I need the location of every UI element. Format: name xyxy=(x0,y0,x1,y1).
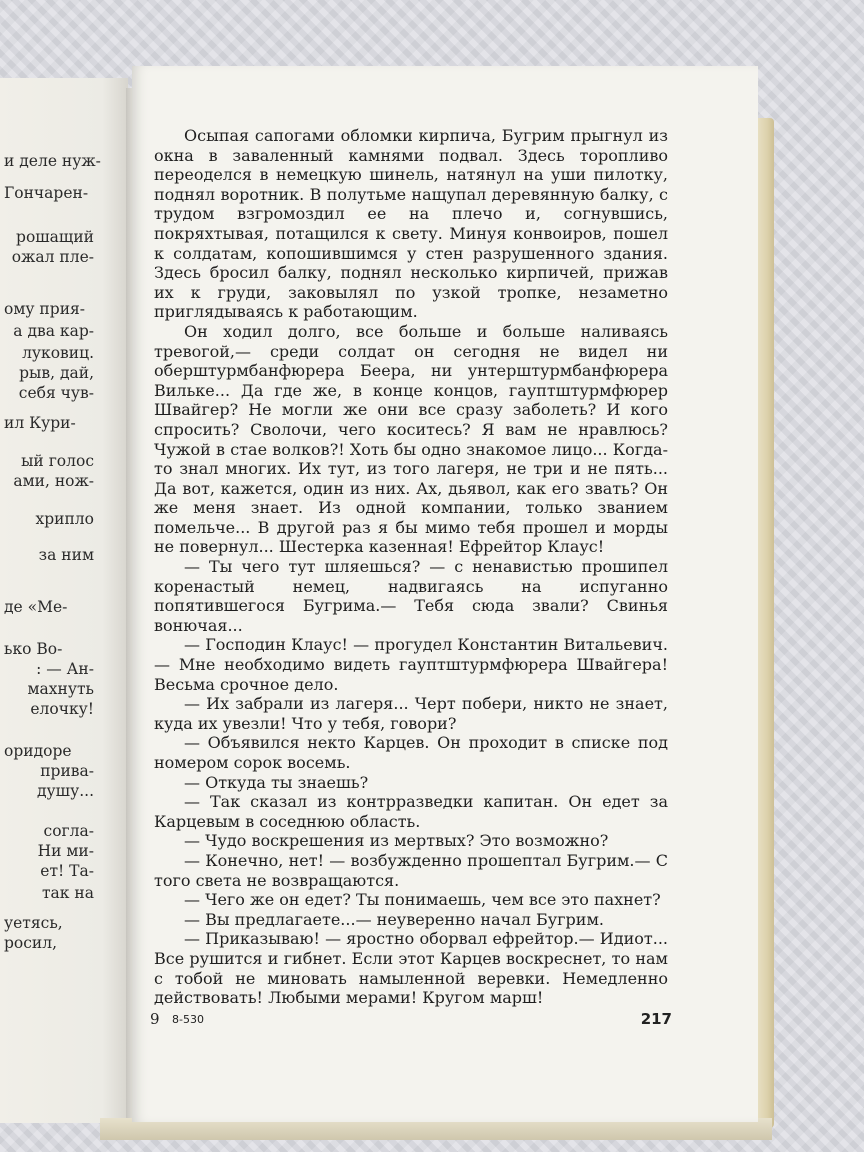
paragraph: — Чудо воскрешения из мертвых? Это возможно? xyxy=(184,831,609,851)
left-page-line: ил Кури- xyxy=(4,414,76,432)
left-page-line: оридоре xyxy=(4,742,72,760)
signature-code: 8-530 xyxy=(172,1013,204,1026)
left-page-line: росил, xyxy=(4,934,58,952)
body-text xyxy=(154,126,668,1008)
paragraph: — Вы предлагаете...— неуверенно начал Бугрим. xyxy=(184,909,604,929)
left-page-line: махнуть xyxy=(27,680,94,698)
left-page xyxy=(0,78,128,1123)
paragraph: — Ты чего тут шляешься? — с ненавистью прошипел коренастый немец, надвигаясь на испуганно попятившегося Бугрима.— Тебя сюда звали? Свинья вонючая... xyxy=(154,557,668,635)
paragraph: — Приказываю! — яростно оборвал ефрейтор.— Идиот... Все рушится и гибнет. Если этот Карцев воскреснет, то нам с тобой не миновать намыленной веревки. Немедленно действовать! Любыми мерами! Кругом марш! xyxy=(154,929,668,1008)
left-page-line: ожал пле- xyxy=(11,248,94,266)
book-page-edge xyxy=(756,118,774,1128)
left-page-line: ому прия- xyxy=(4,300,86,318)
paragraph: Осыпая сапогами обломки кирпича, Бугрим прыгнул из окна в заваленный камнями подвал. Здесь торопливо переоделся в немецкую шинель, натянул на уши пилотку, поднял воротник. В полутьме нащупал деревянную балку, с трудом взгромоздил ее на плечо и, согнувшись, покряхтывая, потащился к свету. Минуя конвоиров, пошел к солдатам, копошившимся у стен разрушенного здания. Здесь бросил балку, поднял несколько кирпичей, прижав их к груди, заковылял по узкой тропке, незаметно приглядываясь к работающим. xyxy=(154,126,668,322)
page-footer xyxy=(150,1010,672,1034)
left-page-line: ый голос xyxy=(21,452,94,470)
left-page-line: уетясь, xyxy=(4,914,63,932)
paragraph: — Откуда ты знаешь? xyxy=(184,772,369,792)
left-page-line: рыв, дай, xyxy=(19,364,94,382)
paragraph: Он ходил долго, все больше и больше наливаясь тревогой,— среди солдат он сегодня не видел ни оберштурмбанфюрера Беера, ни унтерштурмбанфюрера Вильке... Да где же, в конце концов, гауптштурмфюрер Швайгер? Не могли же они все сразу заболеть? И кого спросить? Сволочи, чего коситесь? Я вам не нравлюсь? Чужой в стае волков?! Хоть бы одно знакомое лицо... Когда-то знал многих. Их тут, из того лагеря, не три и не пять... Да вот, кажется, один из них. Ах, дьявол, как его звать? Он же меня знает. Из одной компании, только званием помельче... В другой раз я бы мимо тебя прошел и морды не повернул... Шестерка казенная! Ефрейтор Клаус! xyxy=(154,321,668,557)
left-page-line: ько Во- xyxy=(4,640,63,658)
paragraph: — Конечно, нет! — возбужденно прошептал Бугрим.— С того света не возвращаются. xyxy=(154,850,668,890)
paragraph: — Господин Клаус! — прогудел Константин Витальевич.— Мне необходимо видеть гауптштурмфюрера Швайгера! Весьма срочное дело. xyxy=(154,635,668,694)
left-page-line: хрипло xyxy=(35,510,94,528)
left-page-line: себя чув- xyxy=(18,384,94,402)
left-page-line: : — Ан- xyxy=(36,660,94,678)
paragraph: — Чего же он едет? Ты понимаешь, чем все это пахнет? xyxy=(184,890,661,910)
signature-number: 9 xyxy=(150,1010,160,1028)
left-page-line: прива- xyxy=(40,762,94,780)
paragraph: — Так сказал из контрразведки капитан. Он едет за Карцевым в соседнюю область. xyxy=(154,792,668,831)
left-page-line: за ним xyxy=(38,546,94,564)
left-page-line: де «Ме- xyxy=(4,598,68,616)
paragraph: — Объявился некто Карцев. Он проходит в списке под номером сорок восемь. xyxy=(154,733,668,772)
paragraph: — Их забрали из лагеря... Черт побери, никто не знает, куда их увезли! Что у тебя, говори? xyxy=(154,694,668,733)
left-page-line: елочку! xyxy=(30,700,94,718)
left-page-line: согла- xyxy=(43,822,94,840)
page-number: 217 xyxy=(640,1010,672,1028)
left-page-line: ет! Та- xyxy=(40,862,94,880)
left-page-line: Ни ми- xyxy=(37,842,94,860)
left-page-line: ами, нож- xyxy=(13,472,94,490)
left-page-line: луковиц. xyxy=(22,344,94,362)
left-page-line: а два кар- xyxy=(13,322,94,340)
left-page-line: душу... xyxy=(37,782,94,800)
left-page-line: Гончарен- xyxy=(4,184,89,202)
left-page-line: рошащий xyxy=(16,228,94,246)
left-page-line: и деле нуж- xyxy=(4,152,101,170)
left-page-line: так на xyxy=(41,884,94,902)
